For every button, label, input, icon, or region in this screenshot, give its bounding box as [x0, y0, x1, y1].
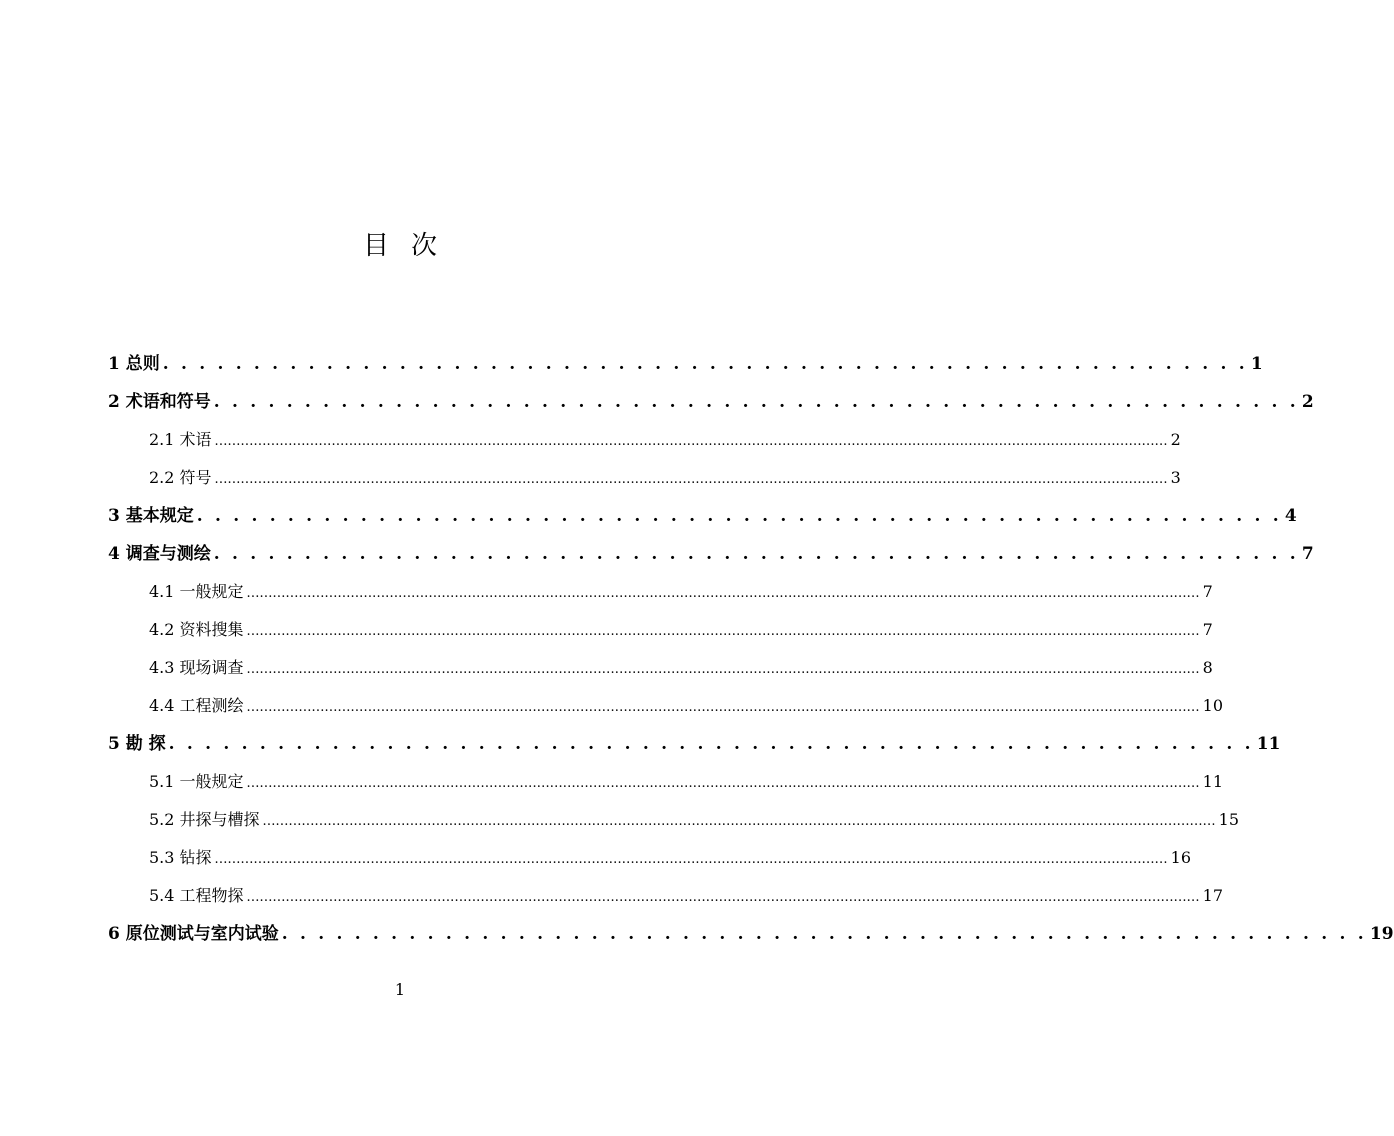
toc-entry[interactable]: [108, 421, 1181, 459]
toc-entry[interactable]: [108, 839, 1192, 877]
toc-entry[interactable]: [108, 611, 1213, 649]
toc-dot-leader: . . . . . . . . . . . . . . . . . . . . . . . . . . . . . . . . . . . . . . . . . . . . . . . . . . . . . . . . . . . .: [168, 734, 1254, 754]
toc-entry-page: 11: [1256, 734, 1281, 754]
toc-dot-leader: ............................................................................................................................................................................................................................: [262, 814, 1216, 829]
toc-entry-label: 4.2 资料搜集: [149, 620, 244, 639]
toc-entry-page: 2: [1170, 430, 1181, 449]
table-of-contents: [108, 345, 1394, 953]
toc-entry-label: 5.4 工程物探: [149, 886, 244, 905]
toc-dot-leader: ............................................................................................................................................................................................................................: [214, 434, 1168, 449]
toc-entry[interactable]: [108, 649, 1213, 687]
toc-dot-leader: . . . . . . . . . . . . . . . . . . . . . . . . . . . . . . . . . . . . . . . . . . . . . . . . . . . . . . . . . . . .: [213, 544, 1299, 564]
toc-entry-page: 7: [1202, 582, 1213, 601]
toc-entry-page: 19: [1369, 924, 1394, 944]
page-number: 1: [394, 980, 406, 999]
toc-entry[interactable]: [108, 725, 1281, 763]
toc-entry-label: 4.3 现场调查: [149, 658, 244, 677]
toc-entry-label: 4 调查与测绘: [108, 544, 211, 564]
toc-entry-label: 4.4 工程测绘: [149, 696, 244, 715]
toc-entry[interactable]: [108, 383, 1314, 421]
toc-entry-page: 16: [1170, 848, 1192, 867]
toc-dot-leader: ............................................................................................................................................................................................................................: [246, 776, 1200, 791]
toc-entry-label: 2.1 术语: [149, 430, 212, 449]
toc-dot-leader: ............................................................................................................................................................................................................................: [246, 700, 1200, 715]
toc-entry-page: 2: [1301, 392, 1314, 412]
toc-dot-leader: ............................................................................................................................................................................................................................: [246, 662, 1200, 677]
toc-dot-leader: ............................................................................................................................................................................................................................: [246, 624, 1200, 639]
toc-dot-leader: ............................................................................................................................................................................................................................: [246, 890, 1200, 905]
toc-entry-label: 2.2 符号: [149, 468, 212, 487]
toc-entry-label: 2 术语和符号: [108, 392, 211, 412]
toc-dot-leader: . . . . . . . . . . . . . . . . . . . . . . . . . . . . . . . . . . . . . . . . . . . . . . . . . . . . . . . . . . . .: [213, 392, 1299, 412]
toc-entry-page: 7: [1301, 544, 1314, 564]
toc-entry-page: 7: [1202, 620, 1213, 639]
toc-entry[interactable]: [108, 877, 1224, 915]
toc-entry[interactable]: [108, 915, 1394, 953]
toc-entry-page: 8: [1202, 658, 1213, 677]
toc-dot-leader: ............................................................................................................................................................................................................................: [214, 472, 1168, 487]
toc-dot-leader: ............................................................................................................................................................................................................................: [246, 586, 1200, 601]
toc-entry-page: 4: [1284, 506, 1297, 526]
toc-entry[interactable]: [108, 497, 1297, 535]
toc-entry[interactable]: [108, 459, 1181, 497]
toc-entry-label: 5.3 钻探: [149, 848, 212, 867]
toc-dot-leader: ............................................................................................................................................................................................................................: [214, 852, 1168, 867]
toc-entry-label: 5.1 一般规定: [149, 772, 244, 791]
toc-entry-label: 5 勘 探: [108, 734, 166, 754]
toc-entry[interactable]: [108, 763, 1224, 801]
toc-entry[interactable]: [108, 345, 1263, 383]
toc-entry-page: 17: [1202, 886, 1224, 905]
toc-entry-label: 1 总则: [108, 354, 160, 374]
toc-entry-label: 5.2 井探与槽探: [149, 810, 260, 829]
toc-dot-leader: . . . . . . . . . . . . . . . . . . . . . . . . . . . . . . . . . . . . . . . . . . . . . . . . . . . . . . . . . . . .: [196, 506, 1282, 526]
toc-entry[interactable]: [108, 573, 1213, 611]
toc-entry-label: 4.1 一般规定: [149, 582, 244, 601]
toc-entry-page: 11: [1202, 772, 1224, 791]
toc-dot-leader: . . . . . . . . . . . . . . . . . . . . . . . . . . . . . . . . . . . . . . . . . . . . . . . . . . . . . . . . . . . .: [281, 924, 1367, 944]
toc-entry-label: 6 原位测试与室内试验: [108, 924, 279, 944]
toc-entry[interactable]: [108, 535, 1314, 573]
toc-entry-page: 10: [1202, 696, 1224, 715]
toc-dot-leader: . . . . . . . . . . . . . . . . . . . . . . . . . . . . . . . . . . . . . . . . . . . . . . . . . . . . . . . . . . . .: [162, 354, 1248, 374]
page-title: 目次: [362, 231, 459, 261]
toc-entry-page: 1: [1250, 354, 1263, 374]
toc-entry-page: 3: [1170, 468, 1181, 487]
toc-entry[interactable]: [108, 687, 1224, 725]
toc-entry[interactable]: [108, 801, 1240, 839]
toc-entry-page: 15: [1218, 810, 1240, 829]
toc-entry-label: 3 基本规定: [108, 506, 194, 526]
